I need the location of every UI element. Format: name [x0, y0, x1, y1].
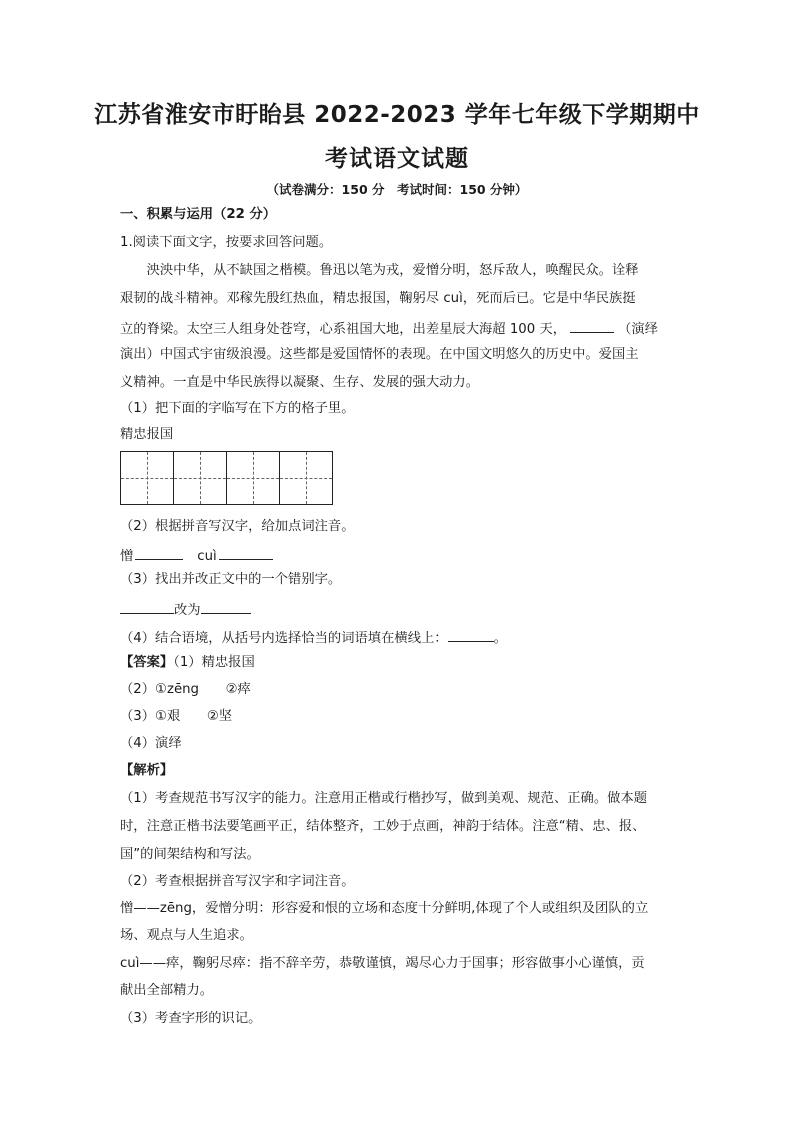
passage-line-3-tail: （演绎	[618, 322, 658, 337]
grid-cell[interactable]	[120, 451, 174, 505]
analysis-line: 憎——zēng，爱憎分明：形容爱和恨的立场和态度十分鲜明,体现了个人或组织及团队的立	[120, 901, 649, 916]
change-to: 改为	[174, 603, 201, 618]
answer-tag: 【答案】	[120, 655, 174, 670]
title-line-2: 考试语文试题	[325, 146, 469, 172]
passage-line-1: 泱泱中华，从不缺国之楷模。鲁迅以笔为戎，爱憎分明，怒斥敌人，唤醒民众。诠释	[120, 263, 639, 278]
word-blank[interactable]	[448, 627, 494, 642]
sub-question-1: （1）把下面的字临写在下方的格子里。	[120, 401, 355, 416]
correct-char-blank[interactable]	[201, 599, 251, 614]
sub-question-4-end: 。	[493, 631, 507, 646]
answer-2: （2）①zēng ②瘁	[120, 682, 251, 697]
analysis-line: （1）考查规范书写汉字的能力。注意用正楷或行楷抄写，做到美观、规范、正确。做本题	[120, 791, 648, 806]
wrong-char-blank[interactable]	[120, 599, 174, 614]
sub-question-4	[120, 627, 507, 648]
passage-line-3	[120, 318, 658, 339]
char-zeng: 憎	[120, 549, 134, 564]
grid-cell[interactable]	[279, 451, 333, 505]
analysis-line: 场、观点与人生追求。	[120, 928, 253, 943]
title-line-1: 江苏省淮安市盱眙县 2022-2023 学年七年级下学期期中	[94, 102, 700, 128]
answer-1: （1）精忠报国	[173, 655, 255, 670]
exam-info: （试卷满分：150 分 考试时间：150 分钟）	[266, 182, 528, 197]
pinyin-cui: cuì	[197, 549, 217, 564]
passage-line-3-text: 立的脊梁。太空三人组身处苍穹，心系祖国大地，出差星辰大海超 100 天，	[120, 322, 567, 337]
writing-grid	[120, 451, 333, 505]
grid-cell[interactable]	[173, 451, 227, 505]
fill-blank[interactable]	[570, 318, 614, 333]
analysis-line: 国”的间架结构和写法。	[120, 847, 260, 862]
question-1: 1.阅读下面文字，按要求回答问题。	[120, 235, 333, 250]
passage-line-4: 演出）中国式宇宙级浪漫。这些都是爱国情怀的表现。在中国文明悠久的历史中。爱国主	[120, 347, 639, 362]
sub-question-3-blanks	[120, 599, 251, 620]
answer-blank-b[interactable]	[219, 545, 273, 560]
grid-cell[interactable]	[226, 451, 280, 505]
analysis-line: （2）考查根据拼音写汉字和字词注音。	[120, 874, 355, 889]
passage-line-2: 艰韧的战斗精神。邓稼先殷红热血，精忠报国，鞠躬尽 cuì，死而后已。它是中华民族挺	[120, 291, 636, 306]
copy-word: 精忠报国	[120, 427, 174, 442]
answer-3: （3）①艰 ②坚	[120, 709, 233, 724]
sub-question-3: （3）找出并改正文中的一个错别字。	[120, 572, 342, 587]
answer-blank-a[interactable]	[135, 545, 183, 560]
section-heading: 一、积累与运用（22 分）	[120, 207, 277, 222]
sub-question-2: （2）根据拼音写汉字，给加点词注音。	[120, 519, 355, 534]
analysis-line: 时，注意正楷书法要笔画平正，结体整齐，工妙于点画，神韵于结体。注意“精、忠、报、	[120, 819, 646, 834]
analysis-line: 献出全部精力。	[120, 983, 214, 998]
passage-line-5: 义精神。一直是中华民族得以凝聚、生存、发展的强大动力。	[120, 375, 480, 390]
answer-4: （4）演绎	[120, 736, 182, 751]
sub-question-4-text: （4）结合语境，从括号内选择恰当的词语填在横线上：	[120, 631, 448, 646]
analysis-line: （3）考查字形的识记。	[120, 1011, 262, 1026]
analysis-tag: 【解析】	[120, 763, 174, 778]
sub-question-2-blanks	[120, 545, 273, 566]
answer-line-1	[120, 654, 255, 672]
analysis-line: cuì——瘁，鞠躬尽瘁：指不辞辛劳，恭敬谨慎，竭尽心力于国事；形容做事小心谨慎，贡	[120, 956, 645, 971]
